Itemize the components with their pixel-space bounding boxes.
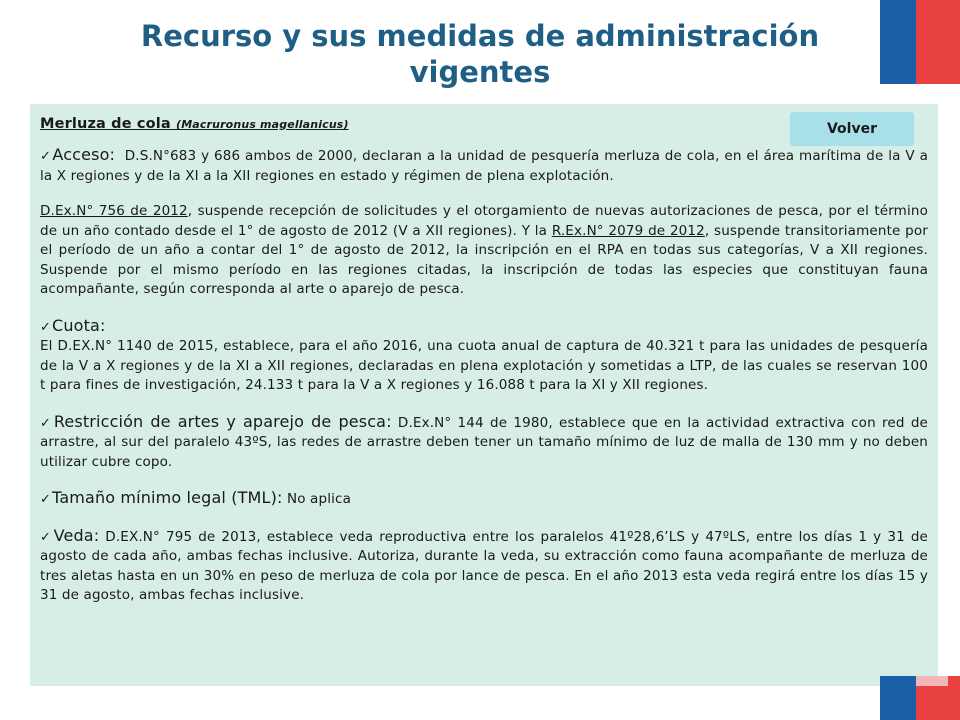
title-line-1: Recurso y sus medidas de administración — [140, 19, 820, 53]
acceso-label: Acceso: — [52, 145, 116, 164]
volver-button[interactable]: Volver — [790, 112, 914, 146]
cuota-label: Cuota: — [52, 315, 106, 335]
flag-decoration-bottom — [880, 676, 960, 720]
cuota-label-line — [40, 316, 928, 338]
rex-2079-link[interactable]: R.Ex.N° 2079 de 2012 — [551, 222, 705, 239]
check-icon: ✓ — [40, 319, 52, 335]
species-scientific-name: (Macruronus magellanicus) — [176, 118, 349, 131]
acceso-paragraph — [40, 145, 928, 186]
check-icon: ✓ — [40, 492, 52, 507]
veda-text: D.EX.N° 795 de 2013, establece veda reproductiva entre los paralelos 41º28,6’LS y 47ºLS, entre los días 1 y 31 de agosto de cada año, ambas fechas inclusive. Autoriza, durante la veda, su extracción como fauna acompañante de merluza de tres aletas hasta en un 30% en peso de merluza de cola por lance de pesca. En el año 2013 esta veda regirá entre los días 15 y 31 de agosto, ambas fechas inclusive. — [40, 528, 928, 603]
tml-text: No aplica — [282, 491, 351, 507]
content-body — [40, 114, 928, 606]
flag-decoration-top — [880, 0, 960, 84]
restriccion-paragraph — [40, 412, 928, 473]
dex-756-link[interactable]: D.Ex.N° 756 de 2012 — [40, 203, 188, 219]
dex-text-2: , suspende transitoriamente por el período de un año a contar del 1° de agosto de 2012, la inscripción en el RPA en todas sus categorías, V a XII regiones. Suspende por el mismo período en las regiones citadas, la inscripción de todas las especies que constituyan fauna acompañante, según corresponda al arte o aparejo de pesca. — [40, 222, 928, 297]
acceso-text: D.S.N°683 y 686 ambos de 2000, declaran a la unidad de pesquería merluza de cola, en el área marítima de la V a la X regiones y de la XI a la XII regiones en estado y régimen de plena explotación. — [40, 148, 928, 184]
check-icon: ✓ — [40, 415, 53, 431]
content-panel — [30, 104, 938, 686]
veda-paragraph — [40, 526, 928, 606]
dex-text-1: , suspende recepción de solicitudes y el otorgamiento de nuevas autorizaciones de pesca, por el término de un año contado desde el 1° de agosto de 2012 (V a XII regiones). Y la — [40, 203, 928, 239]
tml-paragraph — [40, 488, 928, 510]
page-title — [60, 18, 900, 90]
species-name: Merluza de cola — [40, 116, 171, 132]
tml-label: Tamaño mínimo legal (TML): — [52, 488, 283, 507]
check-icon: ✓ — [40, 149, 52, 164]
restriccion-label: Restricción de artes y aparejo de pesca: — [53, 411, 392, 431]
veda-label: Veda: — [53, 525, 100, 545]
acceso-dex-paragraph — [40, 202, 928, 300]
restriccion-text: D.Ex.N° 144 de 1980, establece que en la actividad extractiva con red de arrastre, al sur del paralelo 43ºS, las redes de arrastre deben tener un tamaño mínimo de luz de malla de 130 mm y no deben utilizar cubre copo. — [40, 414, 929, 470]
check-icon: ✓ — [40, 529, 53, 545]
cuota-text: El D.EX.N° 1140 de 2015, establece, para el año 2016, una cuota anual de captura de 40.321 t para las unidades de pesquería de la V a X regiones y de la XI a XII regiones, declaradas en plena explotación y sometidas a LTP, de las cuales se reservan 100 t para fines de investigación, 24.133 t para la V a X regiones y 16.088 t para la XI y XII regiones. — [40, 338, 928, 393]
title-line-2: vigentes — [409, 55, 551, 89]
